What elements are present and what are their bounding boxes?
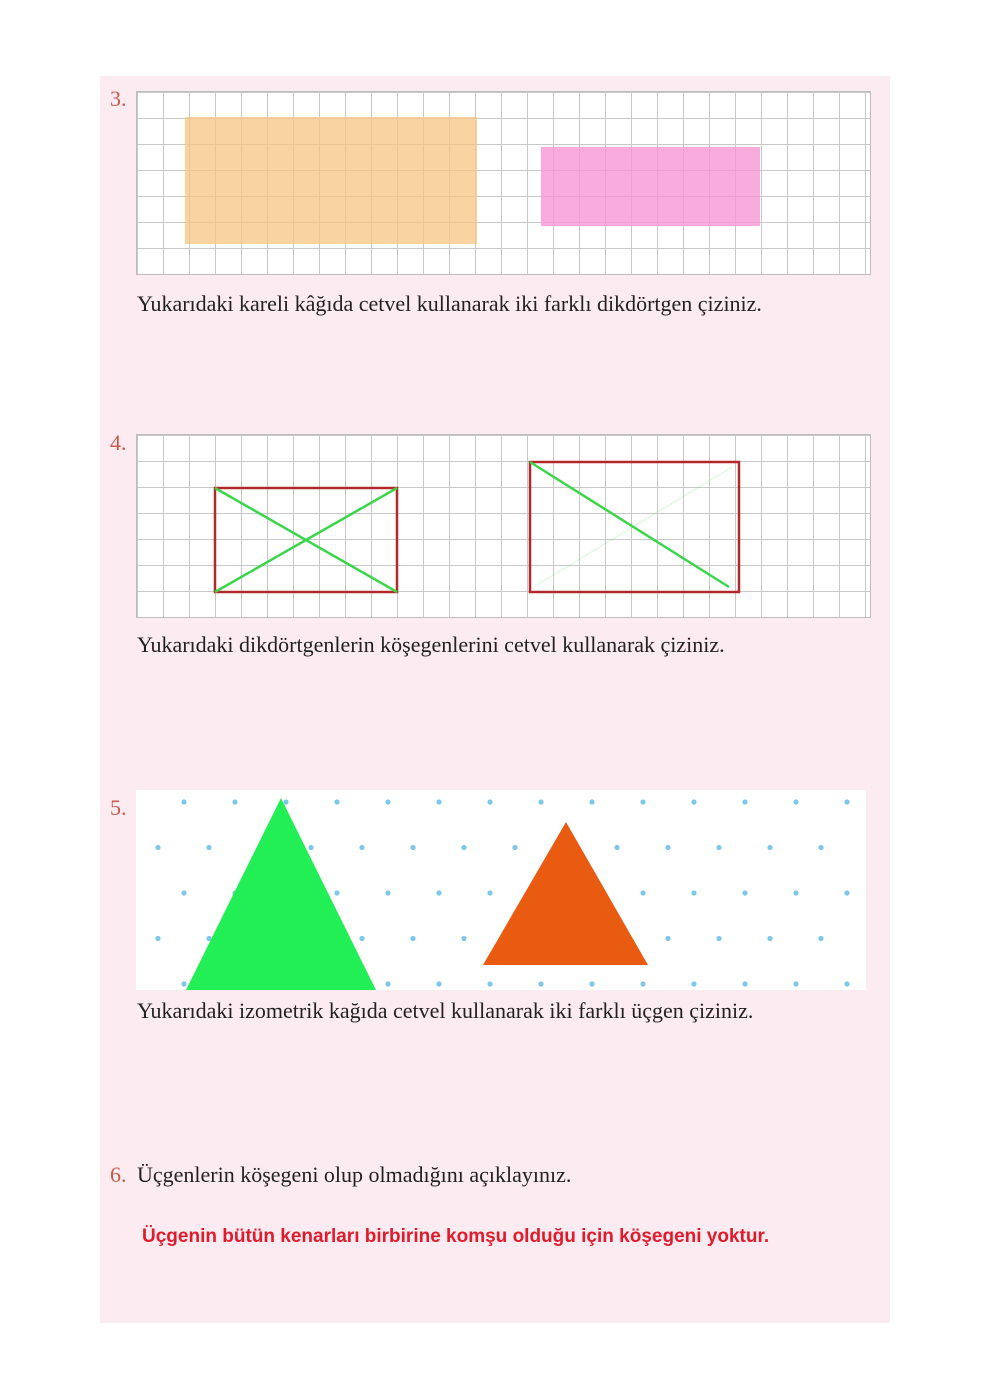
iso-dot	[793, 981, 798, 986]
question-6-number: 6.	[110, 1162, 127, 1187]
iso-dot	[793, 799, 798, 804]
iso-dot	[385, 890, 390, 895]
iso-dot	[640, 890, 645, 895]
iso-dot	[410, 936, 415, 941]
iso-dot	[818, 936, 823, 941]
question-5-isometric-paper[interactable]	[136, 790, 866, 990]
question-6-answer: Üçgenin bütün kenarları birbirine komşu olduğu için köşegeni yoktur.	[142, 1226, 770, 1247]
iso-dot	[742, 890, 747, 895]
question-6-question: Üçgenlerin köşegeni olup olmadığını açıklayınız.	[137, 1162, 572, 1187]
iso-dot	[691, 981, 696, 986]
iso-dot	[308, 845, 313, 850]
iso-dot	[538, 799, 543, 804]
iso-dot	[155, 936, 160, 941]
iso-dot	[767, 845, 772, 850]
iso-dot	[181, 981, 186, 986]
iso-dot	[844, 981, 849, 986]
iso-dot	[691, 799, 696, 804]
iso-dot	[359, 845, 364, 850]
question-3-instruction: Yukarıdaki kareli kâğıda cetvel kullanarak iki farklı dikdörtgen çiziniz.	[137, 291, 762, 316]
iso-dot	[793, 890, 798, 895]
iso-dot	[334, 799, 339, 804]
pink-rectangle	[541, 147, 760, 226]
question-5-instruction: Yukarıdaki izometrik kağıda cetvel kullanarak iki farklı üçgen çiziniz.	[137, 998, 754, 1023]
question-4-drawing	[137, 435, 872, 619]
iso-dot	[487, 890, 492, 895]
question-4-instruction: Yukarıdaki dikdörtgenlerin köşegenlerini cetvel kullanarak çiziniz.	[137, 632, 725, 657]
question-5-drawing	[136, 790, 866, 990]
iso-dot	[181, 799, 186, 804]
orange-rectangle	[185, 117, 477, 244]
iso-dot	[436, 799, 441, 804]
iso-dot	[359, 936, 364, 941]
iso-dot	[589, 981, 594, 986]
iso-dot	[665, 936, 670, 941]
iso-dot	[410, 845, 415, 850]
iso-dot	[665, 845, 670, 850]
iso-dot	[155, 845, 160, 850]
iso-dot	[385, 981, 390, 986]
iso-dot	[461, 936, 466, 941]
iso-dot	[614, 845, 619, 850]
iso-dot	[716, 936, 721, 941]
iso-dot	[512, 845, 517, 850]
iso-dot	[232, 799, 237, 804]
orange-triangle	[483, 822, 648, 965]
iso-dot	[538, 981, 543, 986]
iso-dot	[742, 799, 747, 804]
iso-dot	[716, 845, 721, 850]
iso-dot	[844, 890, 849, 895]
iso-dot	[181, 890, 186, 895]
iso-dot	[767, 936, 772, 941]
right-diagonal-1	[530, 462, 729, 587]
question-4-number: 4.	[110, 430, 127, 455]
iso-dot	[461, 845, 466, 850]
iso-dot	[487, 799, 492, 804]
iso-dot	[640, 981, 645, 986]
question-4-grid-paper[interactable]	[136, 434, 871, 618]
iso-dot	[283, 799, 288, 804]
green-triangle	[186, 798, 376, 990]
iso-dot	[385, 799, 390, 804]
question-5-number: 5.	[110, 795, 127, 820]
iso-dot	[436, 890, 441, 895]
iso-dot	[818, 845, 823, 850]
iso-dot	[206, 845, 211, 850]
iso-dot	[589, 799, 594, 804]
question-3-number: 3.	[110, 86, 127, 111]
iso-dot	[691, 890, 696, 895]
iso-dot	[742, 981, 747, 986]
iso-dot	[334, 890, 339, 895]
iso-dot	[436, 981, 441, 986]
iso-dot	[844, 799, 849, 804]
question-3-grid-paper[interactable]	[136, 91, 871, 275]
iso-dot	[487, 981, 492, 986]
iso-dot	[640, 799, 645, 804]
